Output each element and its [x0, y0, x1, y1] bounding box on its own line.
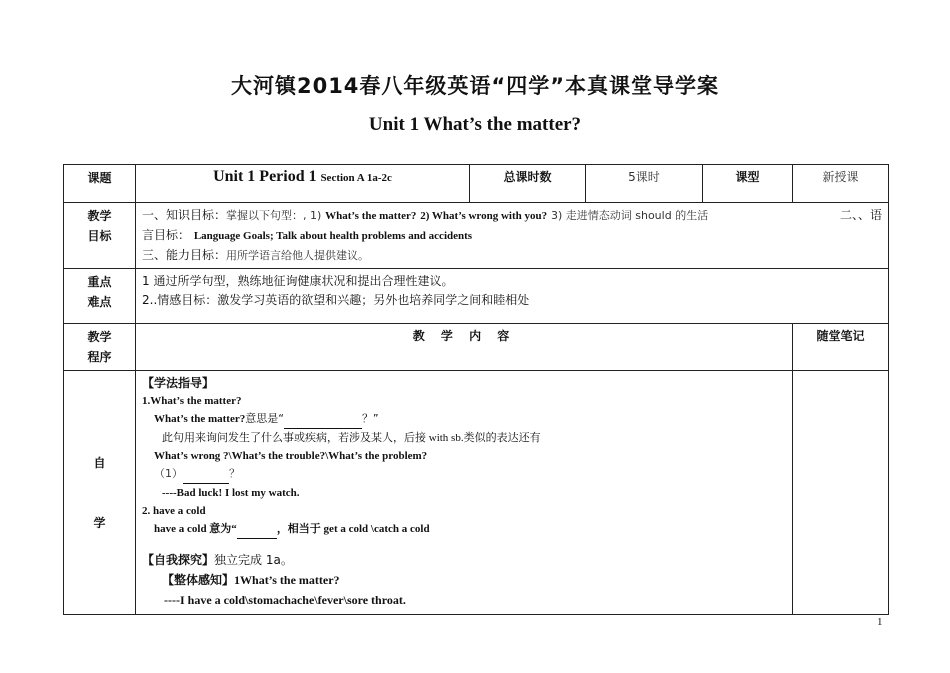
label-line: 教学: [87, 209, 112, 223]
study-item: 类似的表达还有: [463, 431, 541, 444]
unit-period: Unit 1 Period 1: [213, 168, 317, 185]
table-row: [64, 324, 889, 371]
key-point: 2..情感目标：激发学习英语的欲望和兴趣；另外也培养同学之间和睦相处: [142, 293, 530, 307]
topic-label: 课题: [64, 165, 136, 203]
study-item: 1.What’s the matter?: [142, 395, 242, 407]
language-goals: Language Goals; Talk about health problems and accidents: [193, 230, 473, 242]
objectives-content: [136, 203, 889, 269]
study-item: 1What’s the matter?: [234, 573, 340, 587]
topic-value: [136, 165, 470, 203]
label-line: 学: [93, 515, 106, 530]
label-line: 目标: [87, 229, 112, 243]
objective-heading: 二、、语: [839, 208, 882, 222]
procedure-label: [64, 324, 136, 371]
study-item: What’s wrong ?\What’s the trouble?\What’s the problem?: [154, 450, 428, 462]
study-item: 独立完成 1a。: [214, 553, 293, 567]
study-item: 2. have a cold: [142, 505, 206, 517]
objective-text: 3) 走进情态动词 should 的生活: [550, 209, 709, 222]
section-heading: 【整体感知】: [162, 573, 235, 587]
key-points-label: [64, 269, 136, 324]
objective-sentence: What’s the matter?: [325, 210, 417, 222]
document-title: 大河镇2014春八年级英语“四学”本真课堂导学案: [230, 74, 720, 98]
notes-header: 随堂笔记: [793, 324, 889, 371]
page-number: 1: [877, 616, 883, 628]
study-item: ？”: [361, 412, 379, 425]
label-line: 难点: [87, 295, 112, 309]
lesson-type-value: 新授课: [793, 165, 889, 203]
objective-heading: 言目标：: [142, 228, 191, 242]
table-row: [64, 203, 889, 269]
objectives-label: [64, 203, 136, 269]
study-item: （1）: [154, 467, 183, 480]
study-item: ----Bad luck! I lost my watch.: [162, 487, 300, 499]
table-row: [64, 165, 889, 203]
document-subtitle: Unit 1 What’s the matter?: [368, 114, 582, 135]
unit-section: Section A 1a-2c: [320, 172, 392, 184]
label-line: 教学: [87, 330, 112, 344]
label-line: 自: [93, 455, 106, 470]
study-item: ？: [229, 467, 240, 480]
key-points-content: [136, 269, 889, 324]
objective-text: 用所学语言给他人提供建议。: [226, 249, 370, 262]
table-row: [64, 269, 889, 324]
study-item: with sb.: [426, 432, 464, 444]
key-point: 1 通过所学句型，熟练地征询健康状况和提出合理性建议。: [142, 274, 454, 288]
study-item: What’s the matter?: [154, 413, 246, 425]
self-study-content: [136, 371, 793, 615]
total-hours-value: 5课时: [586, 165, 703, 203]
study-item: 意思是“: [245, 412, 284, 425]
objective-sentence: 2) What’s wrong with you?: [420, 210, 548, 222]
total-hours-label: 总课时数: [470, 165, 586, 203]
table-row: [64, 371, 889, 615]
label-line: 程序: [87, 350, 112, 364]
self-study-label: [64, 371, 136, 615]
lesson-plan-table: [63, 164, 889, 615]
objective-heading: 三、能力目标：: [142, 248, 227, 262]
study-item: 此句用来询问发生了什么事或疾病，若涉及某人，后接: [162, 431, 426, 444]
objective-text: 掌握以下句型：, 1): [226, 209, 322, 222]
study-item: ----I have a cold\stomachache\fever\sore throat.: [164, 593, 406, 607]
study-item: ，相当于 get a cold \catch a cold: [276, 523, 430, 535]
label-line: 重点: [87, 275, 112, 289]
objective-heading: 一、知识目标：: [142, 208, 227, 222]
section-heading: 【自我探究】: [142, 553, 215, 567]
study-item: have a cold 意为“: [154, 523, 237, 535]
lesson-type-label: 课型: [703, 165, 793, 203]
section-heading: 【学法指导】: [142, 376, 215, 390]
content-header: 教 学 内 容: [136, 324, 793, 371]
notes-cell: [793, 371, 889, 615]
